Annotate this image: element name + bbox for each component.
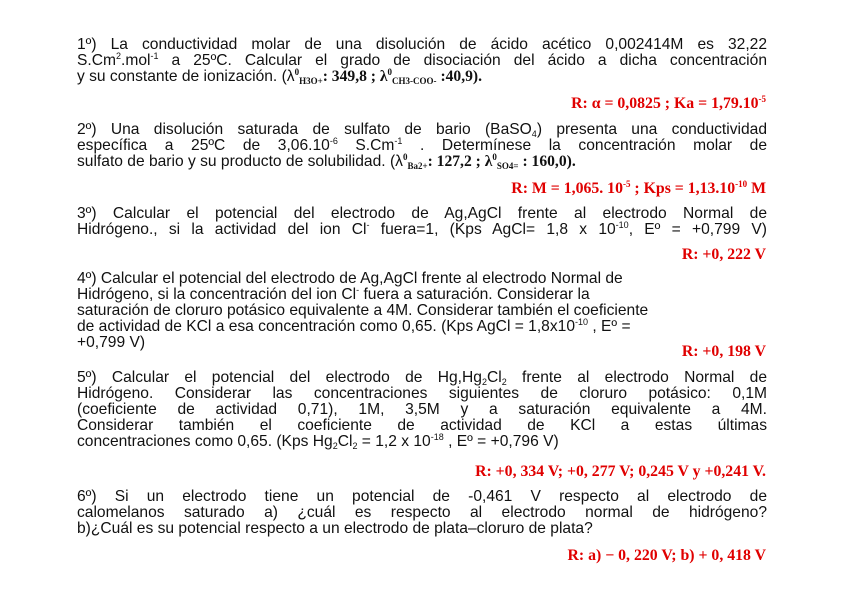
problem-2-line-3: sulfato de bario y su producto de solubilidad. ($\lambda^0_{Ba2+}$: 127,2 ; $\lambda^0_{SO4=}$ : 160,0). bbox=[77, 151, 576, 171]
problem-5 bbox=[77, 370, 767, 450]
problem-5-line-2: Hidrógeno. Considerar las concentraciones siguientes de cloruro potásico: 0,1M bbox=[77, 384, 767, 402]
problem-6-answer: R: a) − 0, 220 V; b) + 0, 418 V bbox=[567, 547, 766, 564]
problem-2-answer: R: M = 1,065. $10^{-5}$ ; Kps = $1,13.10^{-10}$ M bbox=[511, 179, 766, 197]
problem-4-answer: R: +0, 198 V bbox=[681, 343, 766, 360]
problem-6-line-3: b)¿Cuál es su potencial respecto a un electrodo de plata–cloruro de plata? bbox=[77, 519, 593, 537]
problem-1-line-2: S.Cm$^2$.mol$^{-1}$ a 25ºC. Calcular el grado de disociación del ácido a dicha concentración bbox=[77, 50, 767, 69]
problem-6-line-2: calomelanos saturado a) ¿cuál es respecto al electrodo normal de hidrógeno? bbox=[77, 503, 767, 521]
problem-5-answer: R: +0, 334 V; +0, 277 V; 0,245 V y +0,241 V. bbox=[475, 463, 766, 480]
problem-5-line-3: (coeficiente de actividad 0,71), 1M, 3,5M y a saturación equivalente a 4M. bbox=[77, 400, 767, 418]
problem-4-line-2: Hidrógeno, si la concentración del ion Cl- fuera a saturación. Considerar la bbox=[77, 284, 590, 303]
problem-2 bbox=[77, 122, 767, 170]
problem-3 bbox=[77, 206, 767, 238]
problem-5-line-1: 5º) Calcular el potencial del electrodo de $Hg,Hg_2Cl_2$ frente al electrodo Normal de bbox=[77, 369, 767, 387]
problem-2-line-2: específica a 25ºC de $3,06.10^{-6}$ $S.Cm^{-1}$ . Determínese la concentración molar de bbox=[77, 135, 767, 154]
problem-1-answer: R: α = 0,0825 ; $Ka = 1,79.10^{-5}$ bbox=[571, 94, 766, 112]
problem-3-line-1: 3º) Calcular el potencial del electrodo de Ag,AgCl frente al electrodo Normal de bbox=[77, 205, 767, 222]
problem-5-line-4: Considerar también el coeficiente de actividad de KCl a estas últimas bbox=[77, 416, 767, 434]
problem-3-answer: R: +0, 222 V bbox=[681, 246, 766, 263]
problem-4 bbox=[77, 271, 737, 351]
problem-1 bbox=[77, 37, 767, 85]
problem-2-line-1: 2º) Una disolución saturada de sulfato de bario (BaSO$_4$) presenta una conductividad bbox=[77, 121, 767, 139]
problem-4-line-4: de actividad de KCl a esa concentración como 0,65. (Kps AgCl = $1,8x10^{-10}$ , Eº = bbox=[77, 316, 631, 335]
problem-5-line-5: concentraciones como 0,65. (Kps $Hg_2Cl_2 = 1,2$ x $10^{-18}$ , Eº = +0,796 V) bbox=[77, 431, 559, 451]
problem-1-line-1: 1º) La conductividad molar de una disolución de ácido acético 0,002414M es 32,22 bbox=[77, 36, 767, 53]
problem-1-line-3: y su constante de ionización. ($\lambda^0_{H3O+}$: 349,8 ; $\lambda^0_{CH3-COO-}$ :40,9). bbox=[77, 66, 483, 86]
problem-4-line-1: 4º) Calcular el potencial del electrodo de Ag,AgCl frente al electrodo Normal de bbox=[77, 270, 623, 287]
problem-6 bbox=[77, 489, 767, 537]
problem-3-line-2: Hidrógeno., si la actividad del ion Cl- fuera=1, (Kps AgCl= 1,8 x $10^{-10}$, Eº = +0,799 V) bbox=[77, 219, 768, 238]
problem-4-line-5: +0,799 V) bbox=[77, 333, 146, 351]
problem-4-line-3: saturación de cloruro potásico equivalente a 4M. Considerar también el coeficiente bbox=[77, 301, 649, 319]
problem-6-line-1: 6º) Si un electrodo tiene un potencial de -0,461 V respecto al electrodo de bbox=[77, 488, 767, 505]
